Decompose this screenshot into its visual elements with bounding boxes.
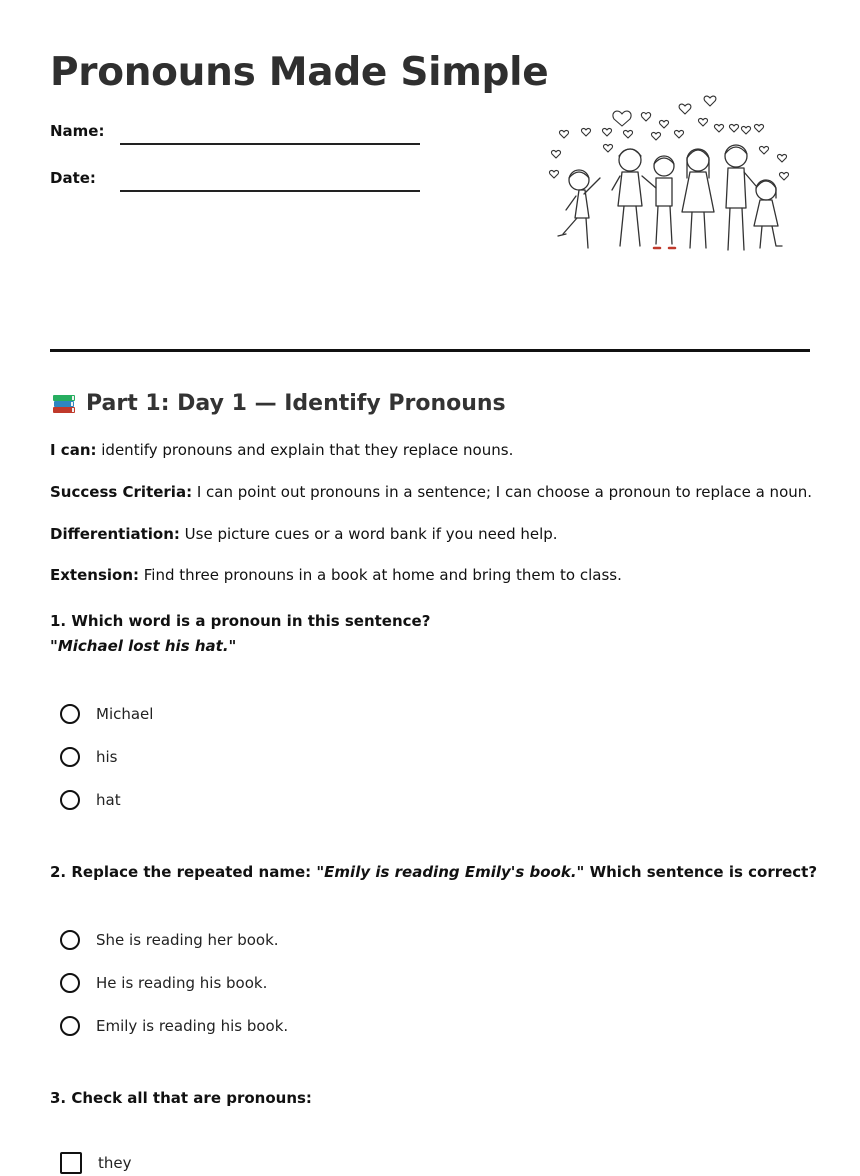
differentiation-text: Use picture cues or a word bank if you need help. — [179, 525, 558, 543]
success-criteria-label: Success Criteria: — [50, 483, 193, 501]
option-label: they — [98, 1154, 132, 1172]
option-label: Emily is reading his book. — [96, 1017, 289, 1035]
radio-button[interactable] — [60, 747, 80, 767]
success-criteria-text: I can point out pronouns in a sentence; I can choose a pronoun to replace a noun. — [192, 483, 813, 501]
i-can-line — [50, 441, 513, 459]
question-2-prompt-end: Which sentence is correct? — [584, 863, 818, 881]
child-6 — [754, 180, 782, 248]
option-label: his — [96, 748, 118, 766]
radio-button[interactable] — [60, 790, 80, 810]
differentiation-line — [50, 525, 558, 543]
section-heading-text: Part 1: Day 1 — Identify Pronouns — [86, 390, 506, 416]
date-field[interactable] — [120, 190, 420, 192]
question-2-option-3[interactable] — [60, 1013, 288, 1039]
option-label: hat — [96, 791, 121, 809]
checkbox[interactable] — [60, 1152, 82, 1174]
question-2-prompt — [50, 863, 817, 881]
question-1-prompt: 1. Which word is a pronoun in this sentence? — [50, 612, 431, 630]
extension-label: Extension: — [50, 566, 139, 584]
question-3-prompt: 3. Check all that are pronouns: — [50, 1089, 312, 1107]
option-label: Michael — [96, 705, 154, 723]
children-hearts-illustration — [544, 92, 794, 262]
radio-button[interactable] — [60, 1016, 80, 1036]
extension-line — [50, 566, 622, 584]
name-field[interactable] — [120, 143, 420, 145]
name-label: Name: — [50, 122, 105, 140]
date-label: Date: — [50, 169, 96, 187]
question-2-prompt-start: 2. Replace the repeated name: — [50, 863, 317, 881]
radio-button[interactable] — [60, 930, 80, 950]
success-criteria-line — [50, 483, 812, 501]
question-1-option-3[interactable] — [60, 787, 121, 813]
i-can-text: identify pronouns and explain that they replace nouns. — [96, 441, 514, 459]
page-title: Pronouns Made Simple — [50, 50, 549, 95]
radio-button[interactable] — [60, 704, 80, 724]
section-heading — [50, 389, 506, 417]
question-3-option-1[interactable] — [60, 1150, 132, 1176]
extension-text: Find three pronouns in a book at home and bring them to class. — [139, 566, 622, 584]
i-can-label: I can: — [50, 441, 97, 459]
child-4 — [682, 149, 714, 248]
child-5 — [725, 145, 756, 250]
question-2-option-2[interactable] — [60, 970, 267, 996]
question-1-quote: "Michael lost his hat." — [50, 637, 237, 655]
child-2 — [612, 149, 656, 246]
question-1-option-1[interactable] — [60, 701, 153, 727]
differentiation-label: Differentiation: — [50, 525, 180, 543]
child-3 — [654, 156, 675, 248]
books-icon — [50, 389, 78, 417]
question-2-quote: "Emily is reading Emily's book." — [316, 863, 585, 881]
option-label: She is reading her book. — [96, 931, 279, 949]
hearts — [549, 96, 788, 180]
radio-button[interactable] — [60, 973, 80, 993]
child-1 — [558, 170, 600, 248]
section-divider — [50, 349, 810, 352]
option-label: He is reading his book. — [96, 974, 268, 992]
question-2-option-1[interactable] — [60, 927, 279, 953]
question-1-option-2[interactable] — [60, 744, 118, 770]
